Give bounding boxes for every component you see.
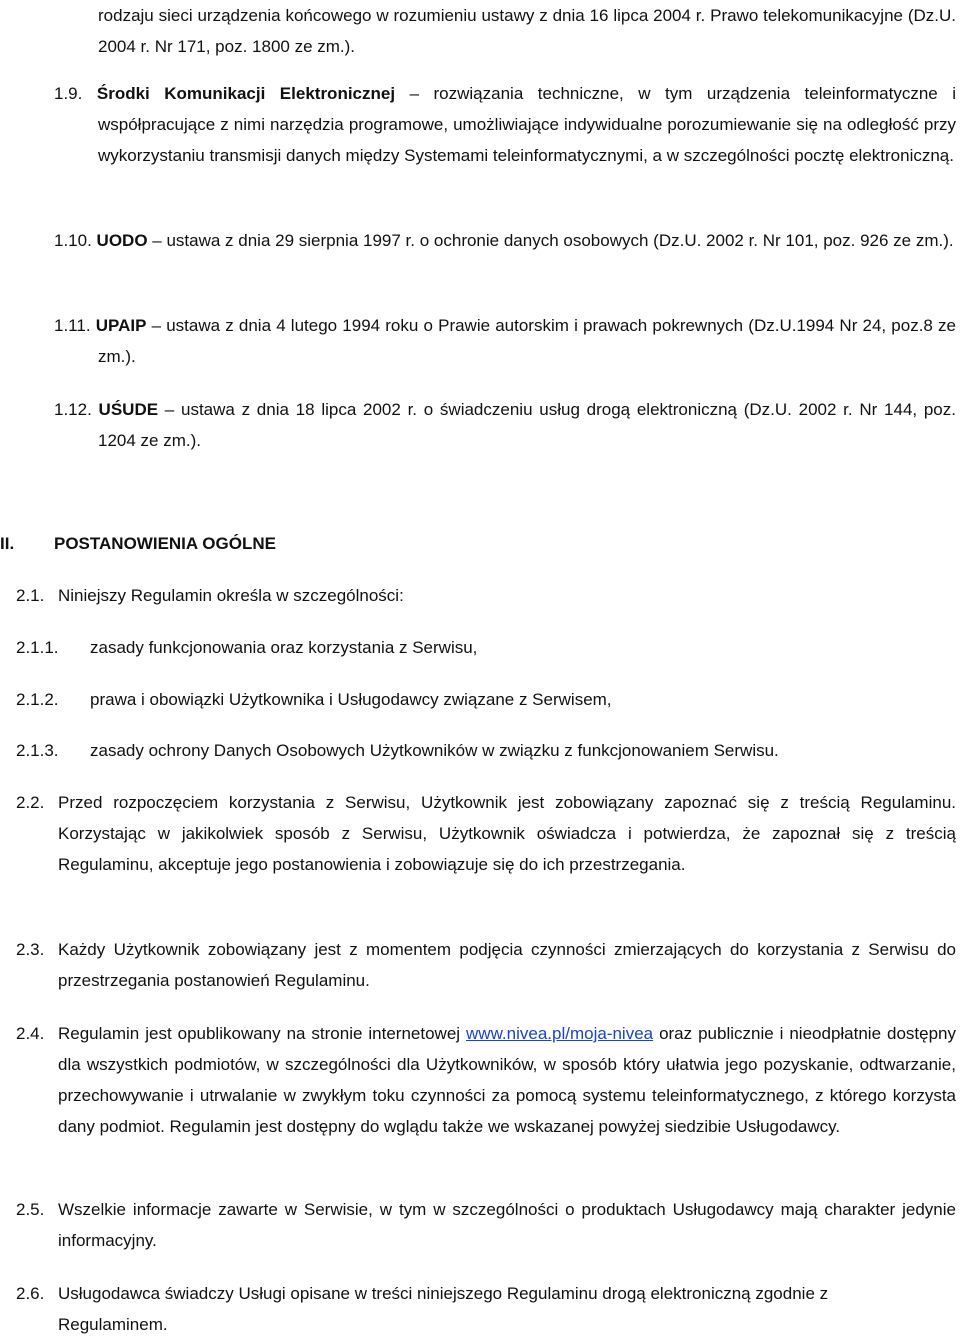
- subclause-number: 2.1.1.: [16, 638, 59, 657]
- intro-paragraph: [98, 0, 956, 62]
- clause-2-2-text: Przed rozpoczęciem korzystania z Serwisu, Użytkownik jest zobowiązany zapoznać się z treścią Regulaminu. Korzystając w jakikolwiek sposób z Serwisu, Użytkownik oświadcza i potwierdza, że zapoznał się z treścią Regulaminu, akceptuje jego postanowienia i zobowiązuje się do ich przestrzegania.: [58, 793, 956, 874]
- section-number: II.: [0, 534, 15, 553]
- clause-number: 2.3.: [16, 940, 45, 959]
- clause-2-5-text: Wszelkie informacje zawarte w Serwisie, w tym w szczególności o produktach Usługodawcy mają charakter jedynie informacyjny.: [58, 1200, 956, 1250]
- definition-text: ustawa z dnia 18 lipca 2002 r. o świadczeniu usług drogą elektroniczną (Dz.U. 2002 r. Nr 144, poz. 1204 ze zm.).: [98, 400, 956, 450]
- definition-term: UODO: [96, 231, 148, 250]
- subclause-2-1-2-text: prawa i obowiązki Użytkownika i Usługodawcy związane z Serwisem,: [90, 690, 612, 709]
- clause-number: 2.1.: [16, 586, 45, 605]
- definition-text: ustawa z dnia 4 lutego 1994 roku o Prawie autorskim i prawach pokrewnych (Dz.U.1994 Nr 24, poz.8 ze zm.).: [98, 316, 957, 366]
- nivea-website-link[interactable]: www.nivea.pl/moja-nivea: [466, 1024, 654, 1043]
- subclause-2-1-1-text: zasady funkcjonowania oraz korzystania z Serwisu,: [90, 638, 478, 657]
- definition-number: 1.9.: [54, 84, 83, 103]
- clause-2-1-text: Niniejszy Regulamin określa w szczególności:: [58, 586, 404, 605]
- intro-text: rodzaju sieci urządzenia końcowego w rozumieniu ustawy z dnia 16 lipca 2004 r. Prawo telekomunikacyjne (Dz.U. 2004 r. Nr 171, poz. 1800 ze zm.).: [98, 6, 956, 56]
- definition-1-10: 1.10. UODO – ustawa z dnia 29 sierpnia 1997 r. o ochronie danych osobowych (Dz.U. 2002 r. Nr 101, poz. 926 ze zm.).: [54, 231, 954, 250]
- subclause-number: 2.1.3.: [16, 741, 59, 760]
- clause-number: 2.4.: [16, 1024, 45, 1043]
- clause-number: 2.2.: [16, 793, 45, 812]
- section-title: POSTANOWIENIA OGÓLNE: [54, 534, 276, 553]
- subclause-2-1-3-text: zasady ochrony Danych Osobowych Użytkowników w związku z funkcjonowaniem Serwisu.: [90, 741, 779, 760]
- definition-number: 1.10.: [54, 231, 92, 250]
- definition-1-11: 1.11. UPAIP – ustawa z dnia 4 lutego 1994 roku o Prawie autorskim i prawach pokrewnych (Dz.U.1994 Nr 24, poz.8 ze zm.).: [54, 316, 957, 366]
- definition-term: UPAIP: [95, 316, 147, 335]
- subclause-number: 2.1.2.: [16, 690, 59, 709]
- clause-2-4-text: [58, 1018, 956, 1142]
- definition-1-12: 1.12. UŚUDE – ustawa z dnia 18 lipca 2002 r. o świadczeniu usług drogą elektroniczną (Dz.U. 2002 r. Nr 144, poz. 1204 ze zm.).: [54, 400, 956, 450]
- definition-1-9: 1.9. Środki Komunikacji Elektronicznej – rozwiązania techniczne, w tym urządzenia teleinformatyczne i współpracujące z nimi narzędzia programowe, umożliwiające indywidualne porozumiewanie się na odległość przy wykorzystaniu transmisji danych między Systemami teleinformatycznymi, a w szczególności pocztę elektroniczną.: [54, 84, 957, 165]
- definition-text: rozwiązania techniczne, w tym urządzenia teleinformatyczne i współpracujące z nimi narzędzia programowe, umożliwiające indywidualne porozumiewanie się na odległość przy wykorzystaniu transmisji danych między Systemami teleinformatycznymi, a w szczególności pocztę elektroniczną.: [98, 84, 957, 165]
- clause-number: 2.6.: [16, 1284, 45, 1303]
- definition-term: Środki Komunikacji Elektronicznej: [96, 84, 396, 103]
- definition-number: 1.12.: [54, 400, 92, 419]
- definition-text: ustawa z dnia 29 sierpnia 1997 r. o ochronie danych osobowych (Dz.U. 2002 r. Nr 101, poz. 926 ze zm.).: [166, 231, 954, 250]
- clause-text-part: oraz publicznie i nieodpłatnie dostępny dla wszystkich podmiotów, w szczególności dla Użytkowników, w sposób który ułatwia jego pozyskanie, odtwarzanie, przechowywanie i utrwalanie w zwykłym toku czynności za pomocą systemu teleinformatycznego, z którego korzysta dany podmiot. Regulamin jest dostępny do wglądu także we wskazanej powyżej siedzibie Usługodawcy.: [58, 1024, 956, 1136]
- clause-number: 2.5.: [16, 1200, 45, 1219]
- definition-number: 1.11.: [54, 316, 91, 335]
- clause-2-3-text: Każdy Użytkownik zobowiązany jest z momentem podjęcia czynności zmierzających do korzystania z Serwisu do przestrzegania postanowień Regulaminu.: [58, 940, 956, 990]
- clause-2-6-text: Usługodawca świadczy Usługi opisane w treści niniejszego Regulaminu drogą elektroniczną zgodnie z Regulaminem.: [58, 1284, 829, 1334]
- definition-term: UŚUDE: [98, 400, 159, 419]
- clause-text-part: Regulamin jest opublikowany na stronie internetowej: [58, 1024, 461, 1043]
